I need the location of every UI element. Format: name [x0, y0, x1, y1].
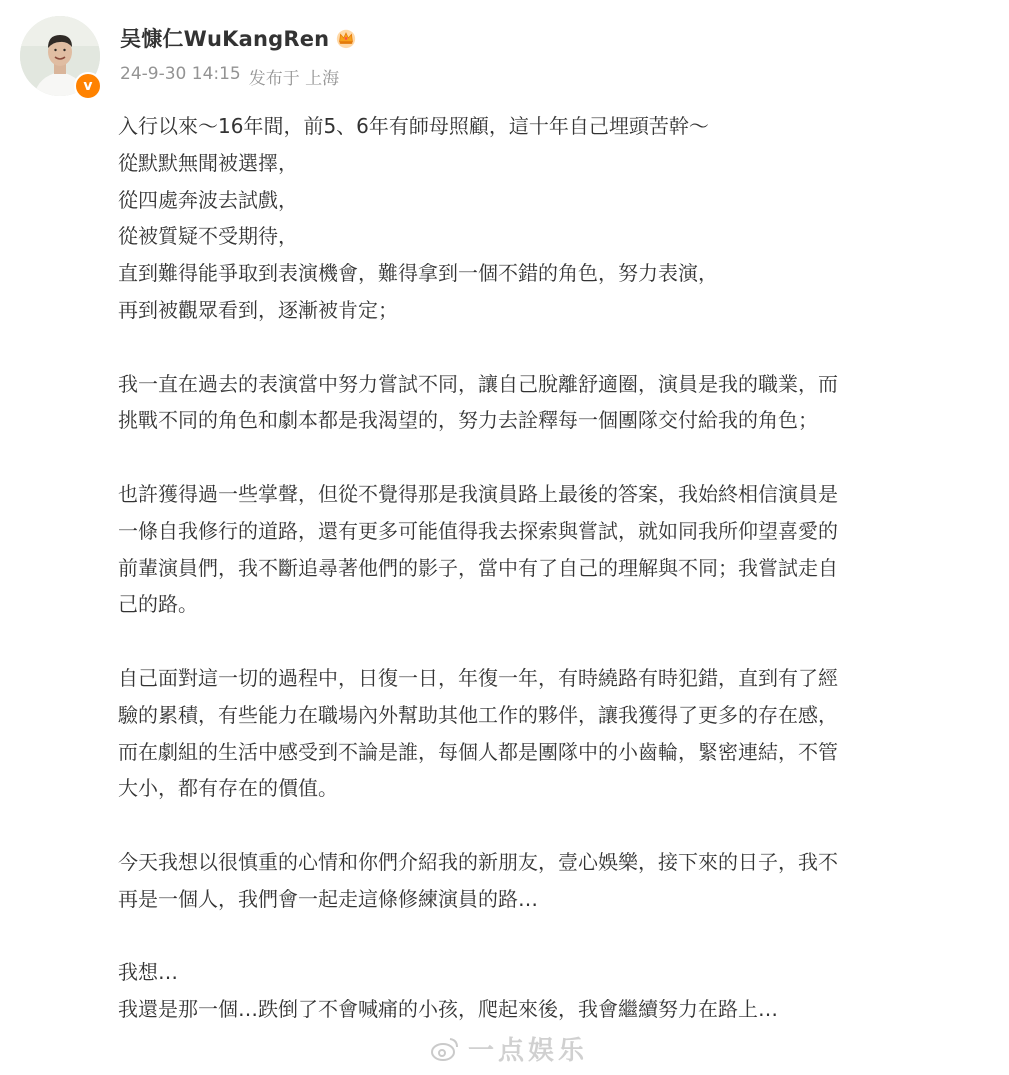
post-content: [118, 108, 990, 1028]
paragraph-gap: [118, 623, 990, 660]
content-line: 再是一個人，我們會一起走這條修練演員的路…: [118, 886, 538, 911]
post-location: 发布于 上海: [248, 69, 340, 89]
crown-icon[interactable]: [335, 27, 357, 49]
watermark-text: 一点娱乐: [468, 1036, 589, 1066]
author-avatar[interactable]: [20, 16, 104, 100]
content-line: 自己面對這一切的過程中，日復一日，年復一年，有時繞路有時犯錯，直到有了經: [118, 665, 838, 690]
content-line: 從四處奔波去試戲，: [118, 187, 298, 212]
content-line: 直到難得能爭取到表演機會，難得拿到一個不錯的角色，努力表演，: [118, 261, 718, 286]
content-line: 從被質疑不受期待，: [118, 224, 298, 249]
content-line: 驗的累積，有些能力在職場內外幫助其他工作的夥伴，讓我獲得了更多的存在感，: [118, 702, 838, 727]
content-line: 今天我想以很慎重的心情和你們介紹我的新朋友，壹心娛樂，接下來的日子，我不: [118, 849, 838, 874]
post-time[interactable]: 24-9-30 14:15: [120, 64, 241, 84]
content-line: 挑戰不同的角色和劇本都是我渴望的，努力去詮釋每一個團隊交付給我的角色；: [118, 408, 818, 433]
content-line: 我還是那一個…跌倒了不會喊痛的小孩，爬起來後，我會繼續努力在路上…: [118, 997, 778, 1022]
content-line: 己的路。: [118, 592, 198, 617]
content-line: 而在劇組的生活中感受到不論是誰，每個人都是團隊中的小齒輪，緊密連結，不管: [118, 739, 838, 764]
content-line: 也許獲得過一些掌聲，但從不覺得那是我演員路上最後的答案，我始終相信演員是: [118, 481, 838, 506]
watermark: [430, 1030, 588, 1067]
content-line: 我一直在過去的表演當中努力嘗試不同，讓自己脫離舒適圈，演員是我的職業，而: [118, 371, 838, 396]
content-line: 再到被觀眾看到，逐漸被肯定；: [118, 297, 398, 322]
content-line: 我想…: [118, 960, 178, 985]
paragraph-gap: [118, 329, 990, 366]
post-header: [120, 24, 357, 89]
content-line: 前輩演員們，我不斷追尋著他們的影子，當中有了自己的理解與不同；我嘗試走自: [118, 555, 838, 580]
content-line: 從默默無聞被選擇，: [118, 150, 298, 175]
paragraph-gap: [118, 918, 990, 955]
post-meta: [120, 64, 357, 89]
content-line: 入行以來～16年間，前5、6年有師母照顧，這十年自己埋頭苦幹～: [118, 114, 709, 138]
paragraph-gap: [118, 439, 990, 476]
verified-v-icon: v: [74, 72, 102, 100]
author-name[interactable]: 吴慷仁WuKangRen: [120, 27, 330, 51]
paragraph-gap: [118, 807, 990, 844]
content-line: 一條自我修行的道路，還有更多可能值得我去探索與嘗試，就如同我所仰望喜愛的: [118, 518, 838, 543]
weibo-logo-icon: [430, 1034, 460, 1064]
content-line: 大小，都有存在的價值。: [118, 776, 338, 801]
